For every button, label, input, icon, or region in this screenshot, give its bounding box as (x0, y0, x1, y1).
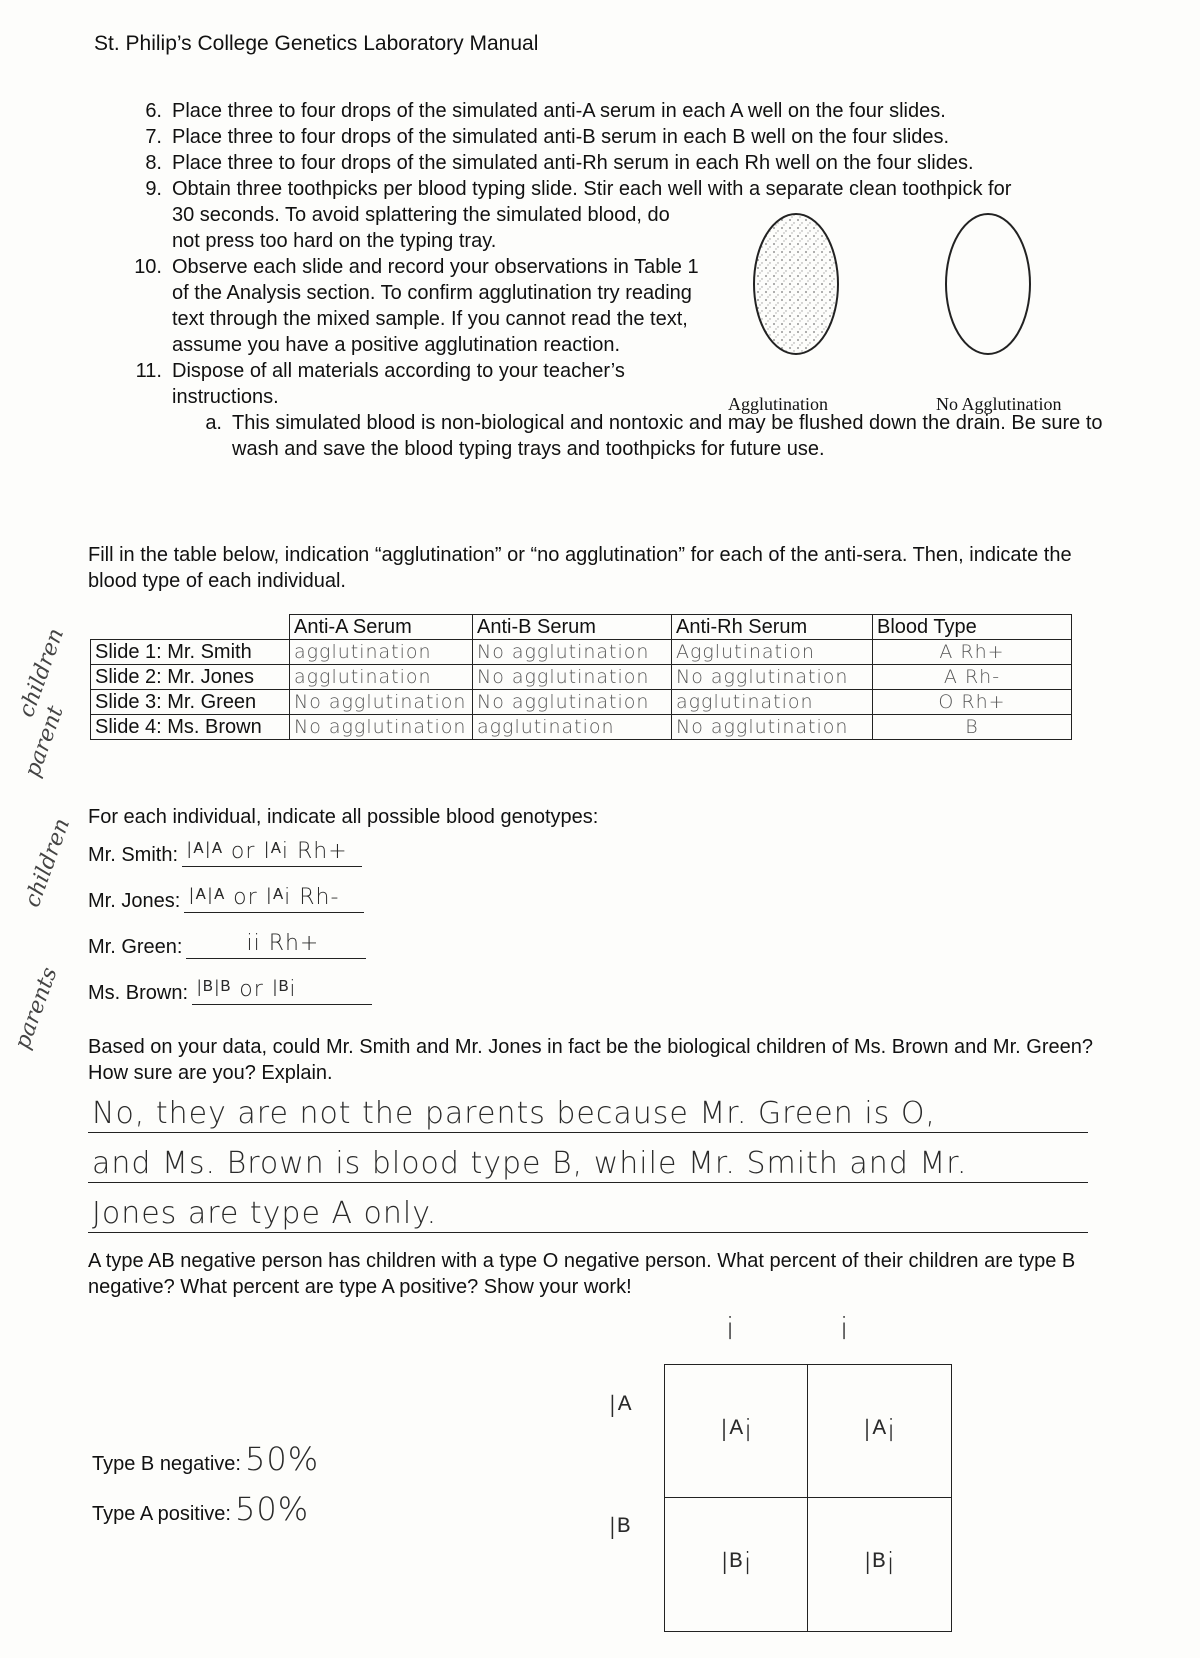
table-row (91, 640, 1072, 665)
results-table (90, 614, 1072, 740)
anti-rh-result[interactable]: agglutination (672, 690, 873, 715)
genotype-green (88, 931, 366, 959)
anti-b-result[interactable]: agglutination (473, 715, 672, 740)
anti-rh-result[interactable]: No agglutination (672, 715, 873, 740)
answer-rule (88, 1132, 1088, 1133)
table-header-blank (91, 615, 290, 640)
genotype-label: Mr. Smith: (88, 844, 179, 866)
anti-a-result[interactable]: agglutination (290, 640, 473, 665)
genotype-prompt: For each individual, indicate all possible blood genotypes: (88, 806, 599, 828)
answer-line: and Ms. Brown is blood type B, while Mr. Smith and Mr. (92, 1146, 968, 1181)
genotype-field[interactable]: IᴬIᴬ or Iᴬi Rh- (184, 888, 364, 913)
punnett-cell: Iᴮi (720, 1547, 753, 1582)
blood-type-result[interactable]: A Rh+ (873, 640, 1072, 665)
type-b-negative (92, 1440, 319, 1478)
agglutination-caption: Agglutination (728, 394, 828, 414)
step-9: 9. Obtain three toothpicks per blood typing slide. Stir each well with a separate clean toothpick for (145, 178, 1012, 200)
margin-note-children: children (14, 625, 70, 721)
row-label: Slide 4: Ms. Brown (91, 715, 290, 740)
punnett-top-allele: i (840, 1312, 850, 1347)
answer-rule (88, 1182, 1088, 1183)
table-row (91, 665, 1072, 690)
type-a-positive (92, 1490, 309, 1528)
genotype-label: Ms. Brown: (88, 982, 189, 1004)
step-7: 7. Place three to four drops of the simulated anti-B serum in each B well on the four slides. (145, 126, 950, 148)
step-8: 8. Place three to four drops of the simulated anti-Rh serum in each Rh well on the four slides. (145, 152, 974, 174)
step-6: 6. Place three to four drops of the simulated anti-A serum in each A well on the four slides. (145, 100, 946, 122)
anti-a-result[interactable]: agglutination (290, 665, 473, 690)
punnett-cell: Iᴮi (863, 1547, 896, 1582)
header-blood-type: Blood Type (873, 615, 1072, 640)
anti-b-result[interactable]: No agglutination (473, 665, 672, 690)
type-a-positive-label: Type A positive: (92, 1503, 231, 1525)
anti-b-result[interactable]: No agglutination (473, 640, 672, 665)
genotype-smith (88, 839, 362, 867)
step-11a: a. This simulated blood is non-biological and nontoxic and may be flushed down the drain. Be sure to wash and save the blood typing trays and toothpicks for future use. (205, 412, 1103, 460)
agglutination-oval (754, 214, 838, 354)
genotype-field[interactable]: IᴮIᴮ or Iᴮi (192, 980, 372, 1005)
genotype-brown (88, 977, 372, 1005)
no-agglutination-oval (946, 214, 1030, 354)
answer-rule (88, 1232, 1088, 1233)
anti-rh-result[interactable]: No agglutination (672, 665, 873, 690)
step-10: 10. Observe each slide and record your observations in Table 1 of the Analysis section. To confirm agglutination try reading text through the mixed sample. If you cannot read the text, assume you have a positive agglutination reaction. (134, 256, 699, 356)
table-row (91, 715, 1072, 740)
genotype-label: Mr. Green: (88, 936, 183, 958)
genotype-label: Mr. Jones: (88, 890, 181, 912)
punnett-cell: Iᴬi (719, 1414, 754, 1449)
header-anti-rh: Anti-Rh Serum (672, 615, 873, 640)
punnett-cell: Iᴬi (862, 1414, 897, 1449)
anti-rh-result[interactable]: Agglutination (672, 640, 873, 665)
punnett-side-allele: Iᴮ (608, 1512, 632, 1547)
table-prompt: Fill in the table below, indication “agglutination” or “no agglutination” for each of the anti-sera. Then, indicate the blood type of each individual. (88, 544, 1072, 592)
header-anti-b: Anti-B Serum (473, 615, 672, 640)
blood-type-result[interactable]: O Rh+ (873, 690, 1072, 715)
punnett-top-allele: i (726, 1312, 736, 1347)
genotype-jones (88, 885, 364, 913)
type-b-negative-label: Type B negative: (92, 1453, 241, 1475)
punnett-square (664, 1364, 952, 1632)
row-label: Slide 2: Mr. Jones (91, 665, 290, 690)
anti-a-result[interactable]: No agglutination (290, 715, 473, 740)
answer-line: No, they are not the parents because Mr. Green is O, (92, 1096, 936, 1131)
page-header: St. Philip’s College Genetics Laboratory Manual (94, 32, 539, 55)
answer-line: Jones are type A only. (92, 1196, 438, 1231)
step-11: 11. Dispose of all materials according to your teacher’s instructions. (135, 360, 625, 408)
anti-b-result[interactable]: No agglutination (473, 690, 672, 715)
step-9-cont: 30 seconds. To avoid splattering the simulated blood, do not press too hard on the typing tray. (172, 204, 670, 252)
no-agglutination-caption: No Agglutination (936, 394, 1062, 414)
row-label: Slide 1: Mr. Smith (91, 640, 290, 665)
row-label: Slide 3: Mr. Green (91, 690, 290, 715)
type-a-positive-value[interactable]: 50% (234, 1490, 310, 1528)
punnett-side-allele: Iᴬ (608, 1390, 633, 1425)
type-b-negative-value[interactable]: 50% (244, 1440, 320, 1478)
table-row (91, 690, 1072, 715)
agglutination-figure (728, 210, 1100, 430)
margin-note-parent: parent (20, 702, 69, 781)
table-header-row (91, 615, 1072, 640)
question-cross: A type AB negative person has children with a type O negative person. What percent of their children are type B negative? What percent are type A positive? Show your work! (88, 1250, 1076, 1298)
blood-type-result[interactable]: B (873, 715, 1072, 740)
header-anti-a: Anti-A Serum (290, 615, 473, 640)
genotype-field[interactable]: IᴬIᴬ or Iᴬi Rh+ (182, 842, 362, 867)
anti-a-result[interactable]: No agglutination (290, 690, 473, 715)
margin-note-children-2: children (20, 815, 76, 911)
genotype-field[interactable]: ii Rh+ (186, 934, 366, 959)
question-parentage: Based on your data, could Mr. Smith and Mr. Jones in fact be the biological children of Ms. Brown and Mr. Green? How sure are you? Explain. (88, 1036, 1093, 1084)
margin-note-parents: parents (10, 964, 63, 1053)
blood-type-result[interactable]: A Rh- (873, 665, 1072, 690)
